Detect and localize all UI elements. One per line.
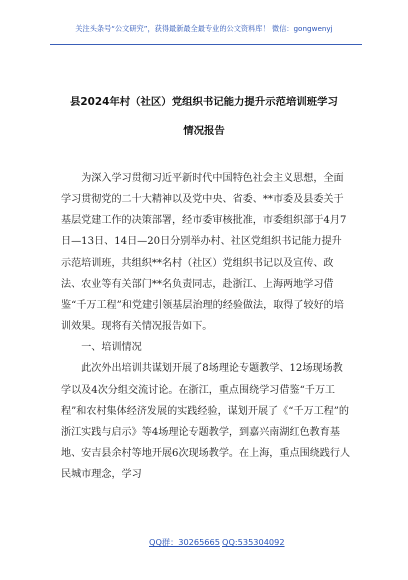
document-title: 县2024年村（社区）党组织书记能力提升示范培训班学习	[70, 96, 338, 108]
footer-qq-group-link[interactable]: QQ群：30265665	[149, 537, 220, 547]
document-body	[61, 168, 351, 485]
header-note: 关注头条号“公文研究”，获得最新最全最专业的公文资料库！ 微信：gongwenyj	[75, 24, 333, 33]
section-heading: 一、培训情况	[81, 342, 142, 354]
body-paragraph: 为深入学习贯彻习近平新时代中国特色社会主义思想，全面学习贯彻党的二十大精神以及党中央、省委、**市委及县委关于基层党建工作的决策部署，经市委审核批准，市委组织部于4月7日—13日、14日—20日分别举办村、社区党组织书记能力提升示范培训班，共组织**名村（社区）党组织书记以及宣传、政法、农业等有关部门**名负责同志，赴浙江、上海两地学习借鉴“千万工程”和党建引领基层治理的经验做法，取得了较好的培训效果。现将有关情况报告如下。	[61, 173, 347, 333]
body-paragraph: 此次外出培训共谋划开展了8场理论专题教学、12场现场教学以及4次分组交流讨论。在浙江，重点围绕学习借鉴“千万工程”和农村集体经济发展的实践经验，谋划开展了《“千万工程”的浙江实践与启示》等4场理论专题教学，到嘉兴南湖红色教育基地、安吉县余村等地开展6次现场教学。在上海，重点围绕践行人民城市理念，学习	[61, 363, 351, 481]
document-title-continued: 情况报告	[183, 125, 225, 137]
footer-qq-link[interactable]: QQ:535304092	[222, 537, 285, 547]
header-divider	[50, 44, 362, 45]
